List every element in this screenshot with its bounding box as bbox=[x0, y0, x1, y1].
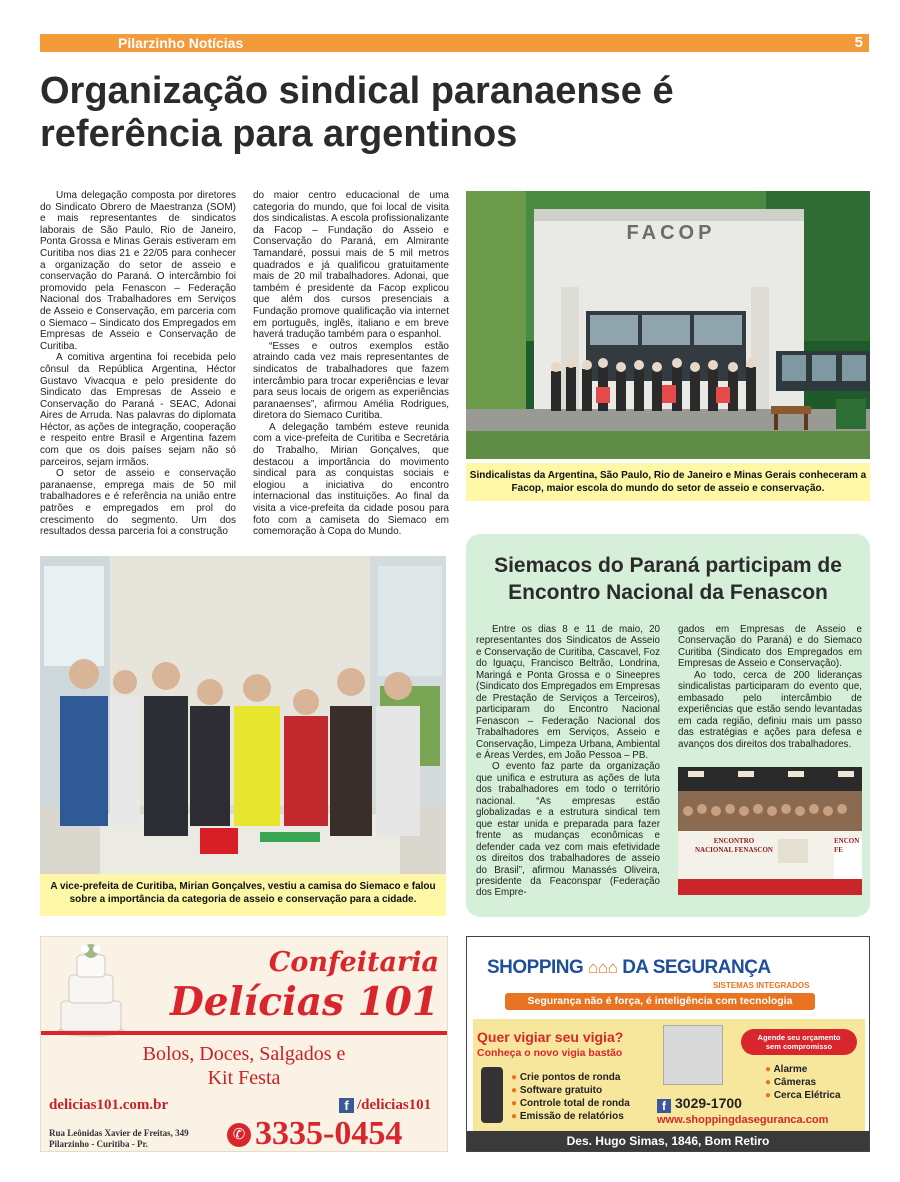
paragraph: O evento faz parte da organização que unifica e estrutura as ações de luta dos trabalhadores em todo o território nacional. “As empresas estão globalizadas e a estrutura sindical tem que estar unida e preparada para fazer frente as mudanças econômicas e defender cada vez com mais efetividade os direitos dos trabalhadores de asseio do Brasil”, afirmou Manassés Oliveira, presidente da Feaconspar (Federação dos Empre- bbox=[476, 761, 660, 899]
fenascon-event-photo bbox=[678, 767, 862, 895]
seguranca-subbrand: SISTEMAS INTEGRADOS bbox=[713, 981, 810, 990]
confeitaria-ad[interactable] bbox=[40, 936, 448, 1152]
confeitaria-facebook[interactable]: /delicias101 bbox=[357, 1097, 432, 1113]
paragraph: do maior centro educacional de uma categoria do mundo, que foi local de visita dos sindicalistas. A escola profissionalizante da Facop – Fundação do Asseio e Conservação do Paraná, em Almirante Tamandaré, possui mais de 5 mil metros quadrados e já qualificou gratuitamente mais de 20 mil trabalhadores. Adonai, que também é presidente da Facop explicou que além dos cursos presenciais a Fundação promove qualificação via internet em português, inglês, italiano e em breve haverá tradução também para o espanhol. bbox=[253, 190, 449, 341]
fenascon-photo-illustration bbox=[678, 767, 862, 895]
fenascon-column-1 bbox=[476, 624, 660, 899]
paragraph: Ao todo, cerca de 200 lideranças sindicalistas participaram do evento que, embasado pelo intercâmbio de experiências que estão sendo levantadas em cada região, definiu mais um passo das estratégias e ações para defesa e avanços dos direitos dos trabalhadores. bbox=[678, 669, 862, 750]
facebook-icon: f bbox=[339, 1098, 354, 1113]
seguranca-address: Des. Hugo Simas, 1846, Bom Retiro bbox=[467, 1131, 869, 1151]
seguranca-website[interactable]: www.shoppingdaseguranca.com bbox=[657, 1114, 829, 1126]
paragraph: O setor de asseio e conservação paranaense, emprega mais de 50 mil trabalhadores e é referência na união entre patrões e empregados em prol do crescimento do segmento. Um dos resultados dessa parceria foi a construção bbox=[40, 468, 236, 538]
confeitaria-title-line1: Confeitaria bbox=[268, 947, 439, 978]
paragraph: A delegação também esteve reunida com a vice-prefeita de Curitiba e Secretária do Trabalho, Mirian Gonçalves, que destacou a importância do movimento sindical para as conquistas sociais e elogiou a iniciativa do encontro internacional das instituições. Ao final da visita a vice-prefeita da cidade posou para foto com a camiseta do Siemaco em comemoração à Copa do Mundo. bbox=[253, 421, 449, 538]
paragraph: A comitiva argentina foi recebida pelo cônsul da República Argentina, Héctor Gustavo Vivacqua e pelo presidente do Sindicato das Empresas de Asseio e Conservação do Paraná - SEAC, Adonai Aires de Arruda. Nas palavras do diplomata Héctor, as ações de integração, cooperação e respeito entre Brasil e Argentina fazem com que os dois países sejam não só parceiros, sejam irmãos. bbox=[40, 352, 236, 468]
shopping-seguranca-ad[interactable] bbox=[466, 936, 870, 1152]
fenascon-banner-left: ENCONTRO NACIONAL FENASCON bbox=[695, 837, 773, 854]
main-article-column-2 bbox=[253, 190, 449, 538]
service-item: ● Câmeras bbox=[765, 1077, 817, 1088]
seguranca-brand-left: SHOPPING bbox=[487, 957, 584, 978]
seguranca-badge bbox=[741, 1029, 857, 1055]
fenascon-headline: Siemacos do Paraná participam de Encontro Nacional da Fenascon bbox=[494, 554, 842, 604]
page-header-bar bbox=[40, 34, 869, 52]
confeitaria-title-line2: Delícias 101 bbox=[169, 979, 439, 1025]
seguranca-brand-right: DA SEGURANÇA bbox=[622, 957, 771, 978]
feature-item: ● Software gratuito bbox=[511, 1085, 603, 1096]
vice-prefeita-photo-caption: A vice-prefeita de Curitiba, Mirian Gonçalves, vestiu a camisa do Siemaco e falou sobre a importância da categoria de asseio e conservação para a cidade. bbox=[40, 874, 446, 916]
facop-building-photo bbox=[466, 191, 870, 459]
feature-item: ● Emissão de relatórios bbox=[511, 1111, 624, 1122]
confeitaria-products-line1: Bolos, Doces, Salgados e bbox=[142, 1043, 346, 1065]
paragraph: gados em Empresas de Asseio e Conservação do Paraná) e do Siemaco Curitiba (Sindicato dos Empregados em Empresas de Asseio e Conservação). bbox=[678, 624, 862, 670]
confeitaria-phone[interactable]: 3335-0454 bbox=[255, 1115, 403, 1152]
main-headline: Organização sindical paranaense é referência para argentinos bbox=[40, 70, 674, 155]
confeitaria-products-line2: Kit Festa bbox=[207, 1067, 281, 1089]
badge-line2: sem compromisso bbox=[765, 1042, 833, 1051]
security-camera-icon bbox=[663, 1025, 723, 1085]
service-item: ● Alarme bbox=[765, 1064, 808, 1075]
seguranca-feature-list bbox=[511, 1071, 630, 1123]
family-house-icon: ⌂⌂⌂ bbox=[588, 958, 618, 977]
fenascon-column-2 bbox=[678, 624, 862, 750]
seguranca-phone[interactable]: 3029-1700 bbox=[675, 1095, 742, 1111]
section-title: Pilarzinho Notícias bbox=[118, 35, 244, 51]
fenascon-banner-right: ENCON FE bbox=[834, 837, 860, 854]
paragraph: Uma delegação composta por diretores do Sindicato Obrero de Maestranza (SOM) e mais representantes de sindicatos laborais de São Paulo, Rio de Janeiro, Ponta Grossa e Minas Gerais estiveram em Curitiba nos dias 21 e 22/05 para conhecer a organização do setor de asseio e conservação do Paraná. O intercâmbio foi promovido pela Fenascon – Federação Nacional dos Trabalhadores em Serviços de Asseio e Conservação, em parceria com o Siemaco – Sindicato dos Empregados em Empresas de Asseio e Conservação de Curitiba. bbox=[40, 190, 236, 352]
facop-sign: FACOP bbox=[626, 222, 716, 244]
phone-icon: ✆ bbox=[227, 1123, 251, 1147]
main-article-column-1 bbox=[40, 190, 236, 538]
paragraph: Entre os dias 8 e 11 de maio, 20 representantes dos Sindicatos de Asseio e Conservação de Curitiba, Cascavel, Foz do Iguaçu, Francisco Beltrão, Londrina, Maringá e Ponta Grossa e o Sineepres (Sindicato dos Empregados em Empresas de Prestação de Serviços a Terceiros), participaram do Encontro Nacional Fenascon – Federação Nacional dos Trabalhadores em Serviços, Asseio e Conservação, Limpeza Urbana, Ambiental e Áreas Verdes, em João Pessoa – PB. bbox=[476, 624, 660, 761]
seguranca-brand bbox=[487, 957, 847, 979]
feature-item: ● Crie pontos de ronda bbox=[511, 1072, 621, 1083]
wedding-cake-icon bbox=[51, 941, 131, 1039]
facebook-icon: f bbox=[657, 1099, 671, 1113]
page-number: 5 bbox=[854, 34, 863, 51]
seguranca-subquestion: Conheça o novo vigia bastão bbox=[477, 1047, 623, 1059]
group-photo-illustration bbox=[40, 556, 446, 874]
seguranca-question: Quer vigiar seu vigia? bbox=[477, 1029, 624, 1045]
vice-prefeita-group-photo bbox=[40, 556, 446, 874]
divider bbox=[41, 1031, 447, 1035]
service-item: ● Cerca Elétrica bbox=[765, 1090, 841, 1101]
confeitaria-website[interactable]: delicias101.com.br bbox=[49, 1097, 169, 1113]
seguranca-tagline: Segurança não é força, é inteligência com tecnologia bbox=[505, 993, 815, 1010]
seguranca-services-list bbox=[765, 1063, 841, 1102]
feature-item: ● Controle total de ronda bbox=[511, 1098, 630, 1109]
facop-photo-caption: Sindicalistas da Argentina, São Paulo, Rio de Janeiro e Minas Gerais conheceram a Facop, maior escola do mundo do setor de asseio e conservação. bbox=[466, 463, 870, 501]
confeitaria-address-line2: Pilarzinho - Curitiba - Pr. bbox=[49, 1139, 148, 1149]
confeitaria-address-line1: Rua Leônidas Xavier de Freitas, 349 bbox=[49, 1128, 189, 1138]
vigia-bastao-device-icon bbox=[481, 1067, 503, 1123]
paragraph: “Esses e outros exemplos estão atraindo cada vez mais representantes de sindicatos de trabalhadores que fazem intercâmbio para trocar experiências e levar para seus locais de origem as experiências paranaenses”, afirmou Amélia Rodrigues, diretora do Siemaco Curitiba. bbox=[253, 340, 449, 422]
badge-line1: Agende seu orçamento bbox=[757, 1033, 841, 1042]
